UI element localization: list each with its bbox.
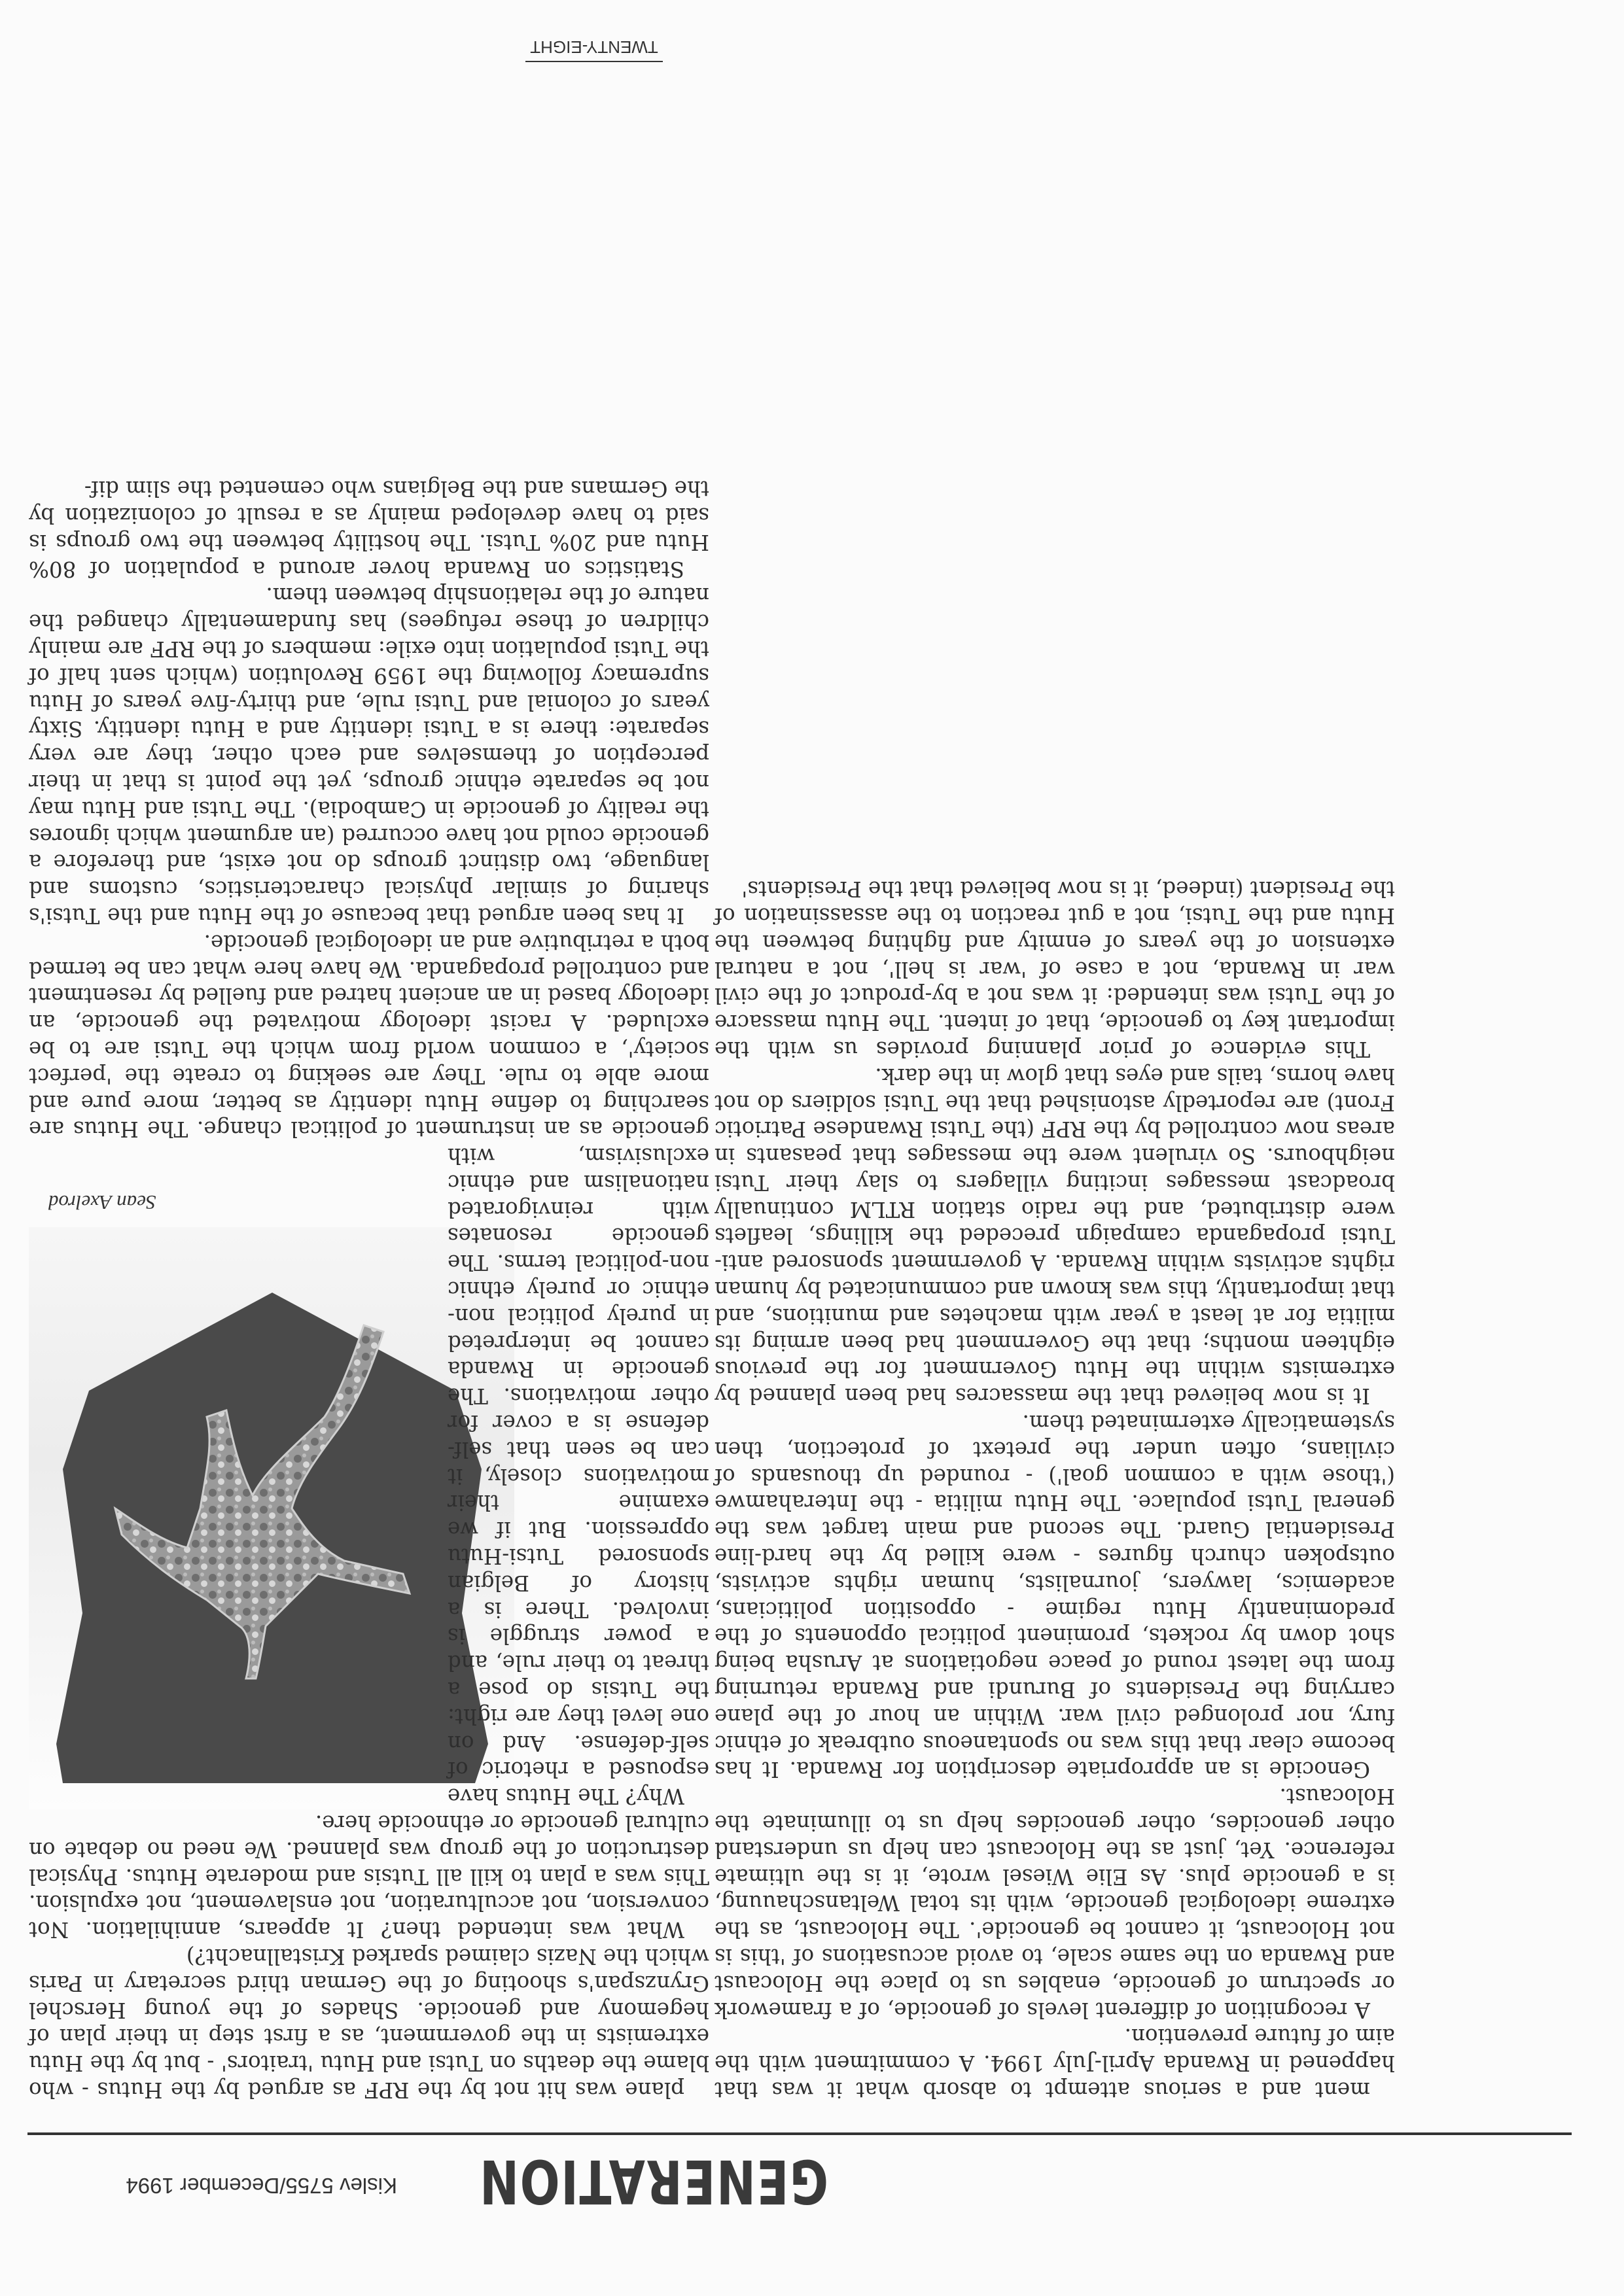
paragraph: It is now believed that the massacres had been planned by extremists within the Hutu Government for the previous eighteen months; that the Government had been arming its militia for at least a year with machetes and munitions, and that importantly, this was known and communicated by human rights activists within Rwanda. A government sponsored anti-Tutsi propaganda campaign preceded the killings, leaflets were distributed, and the radio station RTLM continually broadcast messages inciting villagers to slay their Tutsi neighbours. So virulent were the messages that peasants in areas now controlled by the RPF (the Tutsi Rwandese Patriotic Front) are reportedly astonished that the Tutsi soldiers do not have horns, tails and eyes that glow in the dark. <box>715 1063 1395 1409</box>
issue-date: Kislev 5755/December 1994 <box>126 2174 397 2198</box>
paragraph: ment and a serious attempt to absorb what it was that happened in Rwanda April-July 1994. A commitment with the aim of future prevention. <box>715 2024 1395 2102</box>
paragraph: What was intended then? It appears, annihilation. Not conversion, not acculturation, not enslavement, not expulsion. This was a plan to kill all Tutsis and moderate Hutus. Physical destruction of the group was planned. We need no debate on cultural genocide or ethnocide here. <box>29 1811 709 1943</box>
paragraph: Genocide is an appropriate description for Rwanda. It has become clear that this was no spontaneous outbreak of ethnic fury, nor prolonged civil war. Within an hour of the plane carrying the Presidents of Burundi and Rwanda returning from the latest round of peace negotiations at Arusha being shot down by rockets, prominent political opponents of the predominantly Hutu regime - opposition politicians, academics, lawyers, journalists, human rights activists, outspoken church figures - were killed by the hard-line Presidential Guard. The second and main target was the general Tutsi populace. The Hutu militia - the Interahamwe ('those with a common goal') - rounded up thousands of civilians, often under the pretext of protection, then systematically exterminated them. <box>715 1410 1395 1783</box>
article-column-left <box>715 875 1395 2103</box>
article-column-right-text <box>29 475 709 2103</box>
paragraph: Why? The Hutus have espoused a rhetoric of self-defense. And on one level they are right: the Tutsis do pose a threat to their rule, and a power struggle is involved. There is a history of Belgian sponsored Tutsi-Hutu oppression. But if we examine their motivations closely, it can be seen that self-defense is a cover for other motivations. The genocide in Rwanda cannot be interpreted in purely political non-ethnic or purely ethnic non-political terms. The genocide resonates with reinvigorated nationalism and ethnic exclusivism, with genocide as an instrument of political change. The Hutus are searching to define Hutu identity as better, more pure and more able to rule. They are seeking to create the 'perfect society', a common world from which the Tutsi are to be excluded. A racist ideology motivated the genocide, an ideology based in an ancient hatred and fuelled by resentment and controlled propaganda. We have here what can be termed both a retributive and an ideological genocide. <box>29 930 709 1809</box>
page-number: TWENTY-EIGHT <box>525 37 663 62</box>
paragraph: It has been argued that because of the Hutu and the Tutsi's sharing of similar physical characteristics, customs and language, two distinct groups do not exist, and therefore a genocide could not have occurred (an argument which ignores the reality of genocide in Cambodia). The Tutsi and Hutu may not be separate ethnic groups, yet the point is that in their perception of themselves and each other, they are very separate: there is a Tutsi identity and a Hutu identity. Sixty years of colonial and Tutsi rule, and thirty-five years of Hutu supremacy following the 1959 Revolution (which sent half of the Tutsi population into exile: members of the RPF are mainly children of these refugees) has fundamentally changed the nature of the relationship between them. <box>29 583 709 928</box>
paragraph: Statistics on Rwanda hover around a population of 80% Hutu and 20% Tutsi. The hostility between the two groups is said to have developed mainly as a result of colonization by the Germans and the Belgians who cemented the slim dif- <box>29 476 709 582</box>
figure-float-spacer <box>29 1149 448 1809</box>
paragraph: A recognition of different levels of genocide, of a framework or spectrum of genocide, enables us to place the Holocaust and Rwanda on the same scale, to avoid accusations of 'this is not Holocaust, it cannot be genocide'. The Holocaust, as the extreme ideological genocide, with its total Weltanschauung, is a genocide plus. As Elie Wiesel wrote, it is the ultimate reference. Yet, just as the Holocaust can help us understand other genocides, other genocides help us to illuminate the Holocaust. <box>715 1784 1395 2023</box>
paragraph: plane was hit not by the RPF as argued by the Hutus - who blame the deaths on Tutsi and Hutu 'traitors' - but by the Hutu extremists in the government, as a first step in their plan of hegemony and genocide. Shades of the young Herschel Grynzspan's shooting of the German third secretary in Paris which the Nazis claimed sparked Kristallnacht?) <box>29 1944 709 2102</box>
masthead-rule <box>27 2132 1572 2135</box>
photo-credit: Sean Axelrod <box>48 1191 156 1214</box>
paragraph-wrap <box>29 929 709 1809</box>
paragraph: This evidence of prior planning provides us with the important key to genocide, that of intent. The Hutu massacre of the Tutsi was intended: it was not a by-product of the civil war in Rwanda, not a case of 'war is hell', not a natural extension of the years of enmity and fighting between the Hutu and the Tutsi, not a gut reaction to the assassination of the President (indeed, it is now believed that the Presidents' <box>715 877 1395 1062</box>
masthead-title: GENERATION <box>478 2146 828 2216</box>
